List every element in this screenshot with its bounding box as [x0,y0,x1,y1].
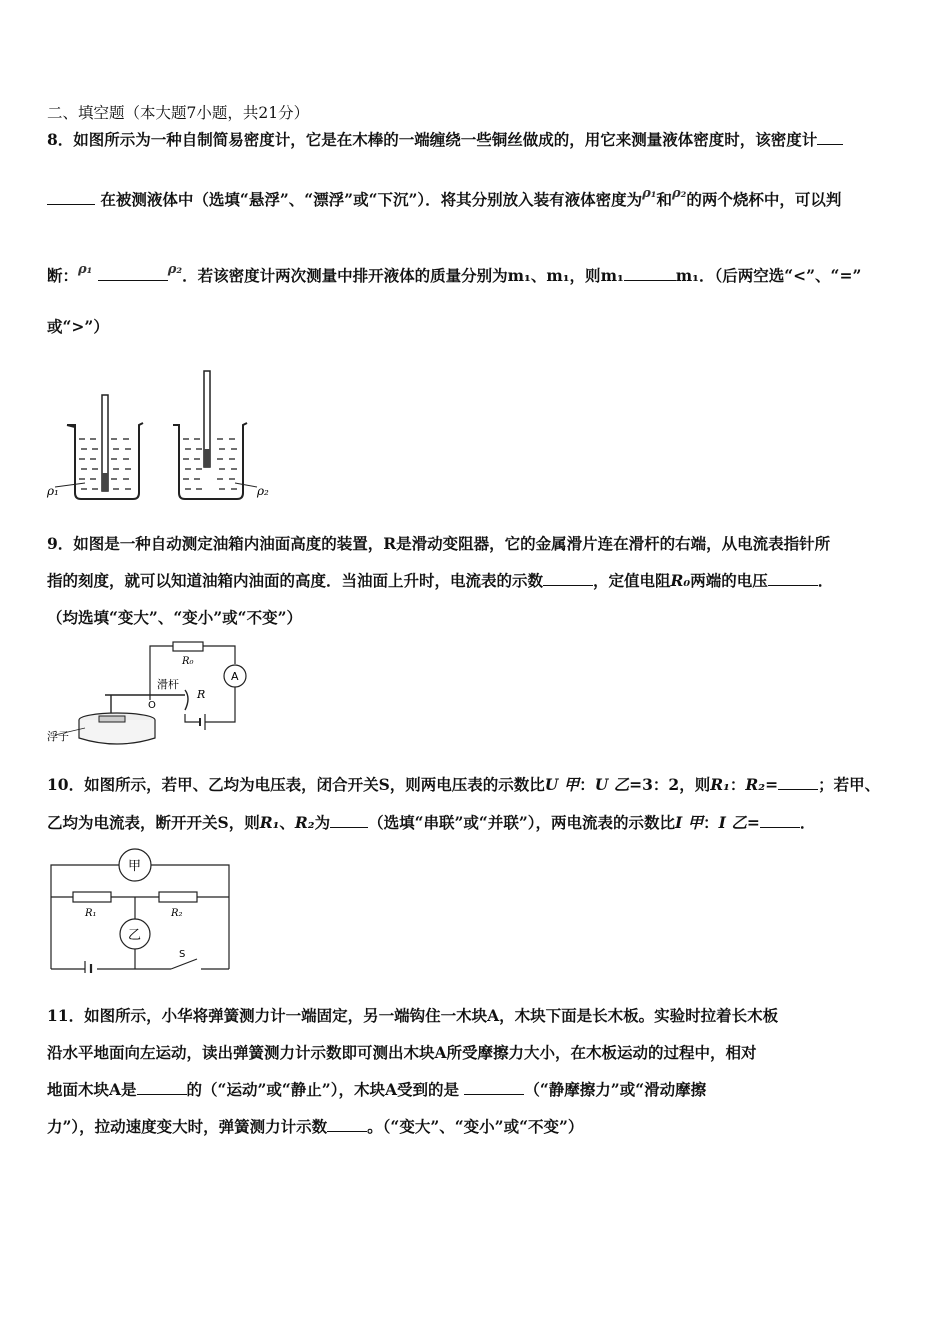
q10-text-1d: ；若甲、 [818,775,881,794]
q8-text-3d: ．（后两空选“<”、“=” [698,266,862,285]
fig-r0-label: R₀ [182,656,194,667]
q9-line-2 [47,571,833,591]
q11-text-3b: 的（“运动”或“静止”），木块A受到的是 [186,1080,459,1099]
fig-switch-label: S [179,949,186,960]
beaker-right [173,371,257,499]
r2-symbol-2: R₂ [294,813,315,832]
q11-blank-2[interactable] [464,1080,524,1095]
q10-text-1c: = [765,775,779,794]
m1-b: m₁ [546,266,570,285]
rho2-symbol: ρ₂ [672,186,687,201]
q9-figure-oil-gauge [45,640,255,750]
q10-colon: ： [579,775,595,794]
r1-symbol-2: R₁ [259,813,280,832]
q8-text-3a: 断： [47,266,79,285]
i-jia: I 甲 [675,813,704,832]
q8-text-2c: 的两个烧杯中，可以判 [686,190,842,209]
q8-text-3c: ，则 [569,266,601,285]
q11-text-4a: 力”），拉动速度变大时，弹簧测力计示数 [47,1117,328,1136]
rho1-symbol-2: ρ₁ [78,262,93,277]
q10-text-2d: （选填“串联”或“并联”），两电流表的示数比 [368,813,675,832]
q8-sep: 、 [530,266,547,285]
beaker-left [55,395,143,499]
fig-rheostat [185,690,188,710]
q8-figure-beakers [45,365,275,505]
q8-line-1 [47,130,843,150]
q9-text-2c: 两端的电压 [690,571,768,590]
q11-line-3 [47,1080,706,1100]
q10-line-2 [47,813,815,833]
q11-blank-3[interactable] [327,1117,367,1132]
fig-jia-label: 甲 [128,859,142,874]
fig-float [99,716,125,722]
q9-line-3: （均选填“变大”、“变小”或“不变”） [47,608,302,627]
r1-symbol: R₁ [710,775,730,794]
q10-text-2b: 、 [279,813,295,832]
fig-rho2-label: ρ₂ [257,484,269,498]
u-yi: U 乙 [594,775,630,794]
q9-blank-2[interactable] [768,571,818,586]
q11-text-3c: （“静摩擦力”或“滑动摩擦 [524,1080,707,1099]
q8-text-2a: 在被测液体中（选填“悬浮”、“漂浮”或“下沉”）．将其分别放入装有液体密度为 [100,190,643,209]
q10-text-2a: 乙均为电流表，断开开关S，则 [47,813,260,832]
q11-line-4 [47,1117,583,1137]
m1-a: m₁ [507,266,531,285]
q11-blank-1[interactable] [137,1080,187,1095]
m1-d: m₁ [675,266,699,285]
q10-text-2e: = [746,813,760,832]
q8-line-4: 或“>”） [47,317,109,336]
q9-blank-1[interactable] [543,571,593,586]
fig-pivot-label: O [148,700,156,711]
q8-line-3 [47,262,862,288]
q8-blank-1b[interactable] [47,190,95,205]
q10-line-1 [47,775,880,795]
fig-resistor-r2 [159,892,197,902]
fig-ammeter-label: A [231,670,239,683]
q8-text-3b: ．若该密度计两次测量中排开液体的质量分别为 [182,266,508,285]
m1-c: m₁ [600,266,624,285]
fig-yi-label: 乙 [128,928,142,943]
rho2-symbol-2: ρ₂ [167,262,183,277]
q10-blank-1[interactable] [778,775,818,790]
fig-rho1-label: ρ₁ [47,484,59,498]
rho1-symbol: ρ₁ [642,186,657,201]
q9-line-1: 9．如图是一种自动测定油箱内油面高度的装置，R是滑动变阻器，它的金属滑片连在滑杆的右端，从电流表指针所 [47,534,831,553]
q8-blank-2[interactable] [98,266,168,281]
q10-text-2f: ． [799,813,816,832]
fig-huagan-label: 滑杆 [157,678,179,691]
q10-colon-3: ： [703,813,719,832]
r2-symbol: R₂ [745,775,766,794]
fig-resistor-r1 [73,892,111,902]
q9-text-2b: ，定值电阻 [593,571,671,590]
q10-text-1a: 10．如图所示，若甲、乙均为电压表，闭合开关S，则两电压表的示数比 [47,775,545,794]
q8-text-1: 8．如图所示为一种自制简易密度计，它是在木棒的一端缠绕一些铜丝做成的，用它来测量液体密度时，该密度计 [47,130,818,149]
q9-text-2d: ． [817,571,834,590]
section-title: 二、填空题（本大题7小题，共21分） [47,104,310,122]
q11-line-2: 沿水平地面向左运动，读出弹簧测力计示数即可测出木块A所受摩擦力大小，在木板运动的过程中，相对 [47,1043,757,1062]
q11-line-1: 11．如图所示，小华将弹簧测力计一端固定，另一端钩住一木块A，木块下面是长木板。实验时拉着长木板 [47,1006,779,1025]
u-jia: U 甲 [544,775,580,794]
fig-r-label: R [197,688,206,701]
fig-r2-label: R₂ [171,908,183,919]
q8-blank-3[interactable] [624,266,676,281]
q8-text-2b: 和 [656,190,673,209]
q8-line-2 [47,186,842,212]
fig-resistor-r0 [173,642,203,651]
r0-symbol: R₀ [670,571,691,590]
q11-text-4b: 。（“变大”、“变小”或“不变”） [367,1117,584,1136]
q10-blank-3[interactable] [760,813,800,828]
fig-r1-label: R₁ [85,908,97,919]
q10-text-2c: 为 [314,813,331,832]
q11-text-3a: 地面木块A是 [47,1080,137,1099]
fig-fuzi-label: 浮子 [47,730,69,743]
i-yi: I 乙 [718,813,747,832]
q8-blank-1a[interactable] [817,130,843,145]
q9-text-2a: 指的刻度，就可以知道油箱内油面的高度．当油面上升时，电流表的示数 [47,571,544,590]
q10-figure-circuit [45,845,235,973]
q10-text-1b: =3：2，则 [629,775,711,794]
q10-blank-2[interactable] [330,813,368,828]
q10-colon-2: ： [729,775,746,794]
